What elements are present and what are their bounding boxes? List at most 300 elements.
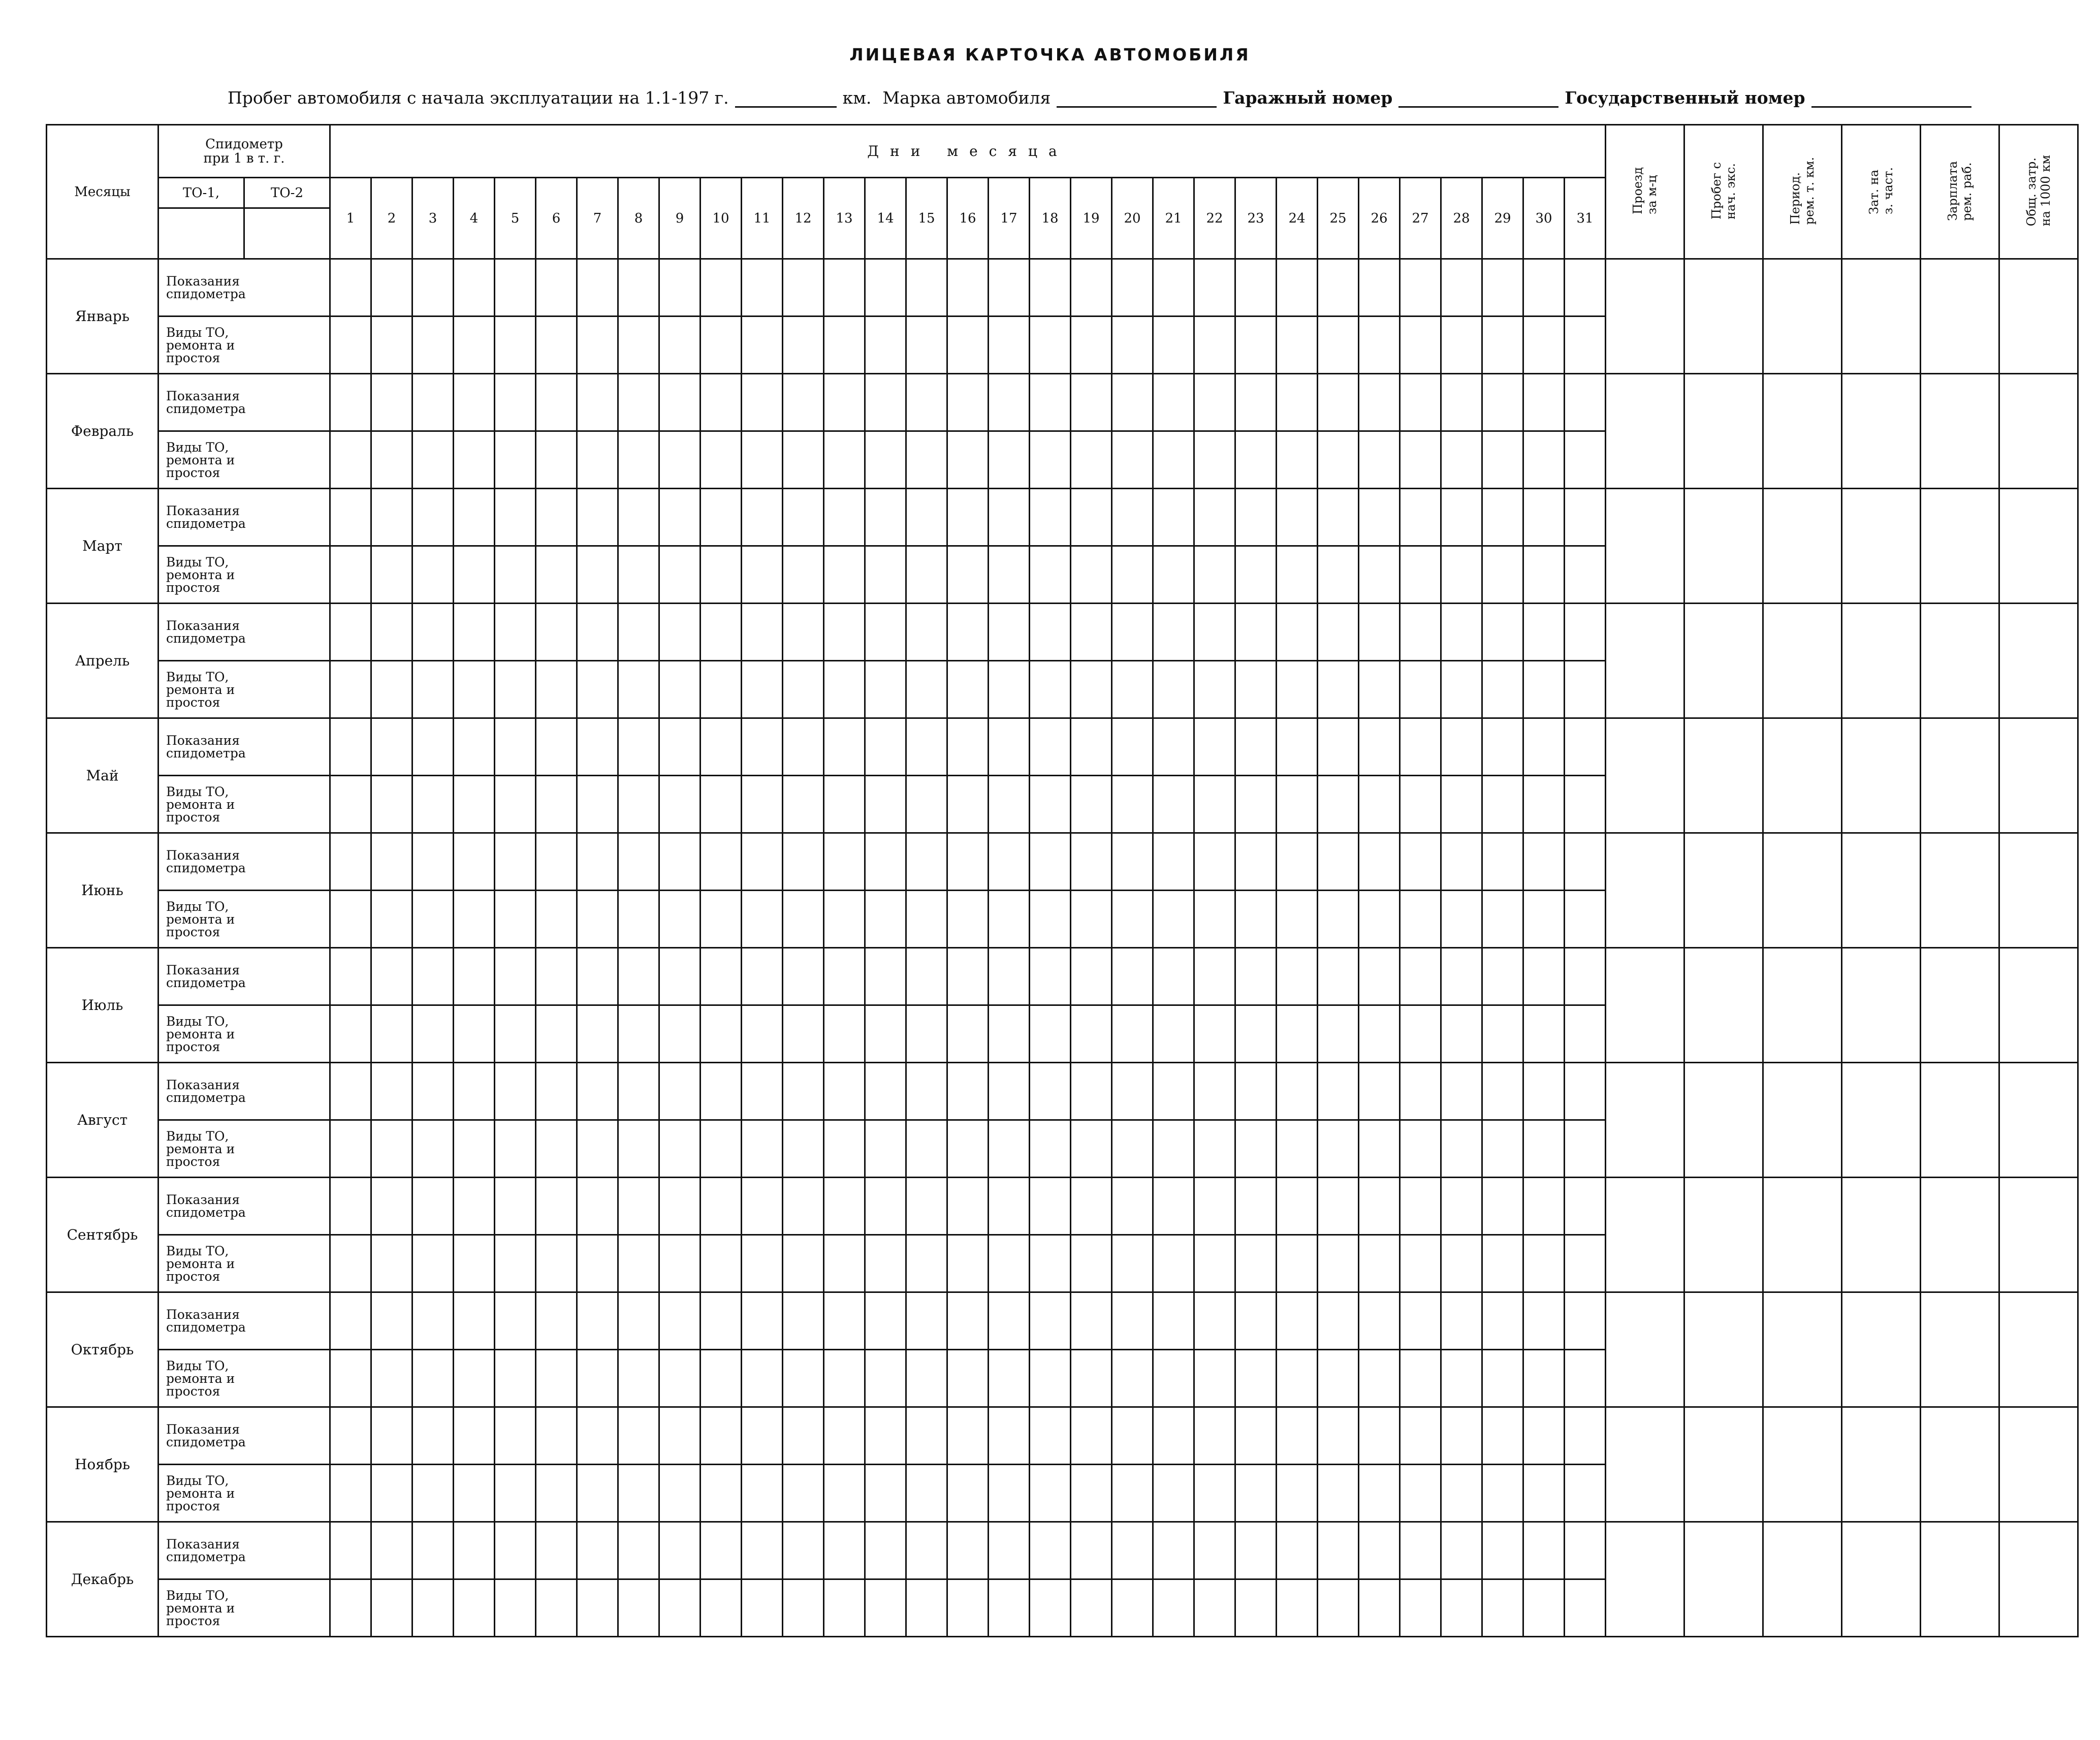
day-cell[interactable] (495, 1407, 536, 1465)
day-cell[interactable] (1318, 1120, 1359, 1178)
day-cell[interactable] (330, 1292, 371, 1350)
summary-cell[interactable] (1921, 1292, 1999, 1407)
day-cell[interactable] (1194, 891, 1235, 948)
mileage-field[interactable] (735, 88, 837, 108)
day-cell[interactable] (495, 489, 536, 546)
day-cell[interactable] (865, 948, 906, 1005)
day-cell[interactable] (330, 431, 371, 489)
day-cell[interactable] (1318, 661, 1359, 718)
day-cell[interactable] (824, 546, 865, 604)
day-cell[interactable] (1153, 1407, 1194, 1465)
day-cell[interactable] (1482, 948, 1523, 1005)
day-cell[interactable] (454, 259, 495, 317)
day-cell[interactable] (989, 1522, 1030, 1579)
summary-cell[interactable] (1999, 718, 2078, 833)
day-cell[interactable] (1318, 317, 1359, 374)
day-cell[interactable] (1318, 546, 1359, 604)
day-cell[interactable] (1235, 431, 1277, 489)
day-cell[interactable] (906, 1178, 947, 1235)
summary-cell[interactable] (1684, 948, 1763, 1063)
summary-cell[interactable] (1684, 1063, 1763, 1178)
day-cell[interactable] (1318, 1005, 1359, 1063)
day-cell[interactable] (495, 1120, 536, 1178)
day-cell[interactable] (1318, 1235, 1359, 1292)
day-cell[interactable] (1194, 1063, 1235, 1120)
summary-cell[interactable] (1684, 259, 1763, 374)
day-cell[interactable] (371, 776, 412, 833)
day-cell[interactable] (865, 546, 906, 604)
day-cell[interactable] (1400, 546, 1441, 604)
summary-cell[interactable] (1999, 604, 2078, 718)
day-cell[interactable] (1030, 604, 1071, 661)
day-cell[interactable] (824, 833, 865, 891)
day-cell[interactable] (454, 1005, 495, 1063)
day-cell[interactable] (577, 1178, 618, 1235)
day-cell[interactable] (495, 431, 536, 489)
summary-cell[interactable] (1842, 1292, 1921, 1407)
day-cell[interactable] (783, 1465, 824, 1522)
day-cell[interactable] (536, 891, 577, 948)
day-cell[interactable] (495, 1063, 536, 1120)
day-cell[interactable] (1359, 374, 1400, 431)
day-cell[interactable] (1482, 718, 1523, 776)
day-cell[interactable] (1030, 1407, 1071, 1465)
day-cell[interactable] (1235, 891, 1277, 948)
day-cell[interactable] (1071, 1350, 1112, 1407)
day-cell[interactable] (1400, 489, 1441, 546)
day-cell[interactable] (1565, 661, 1606, 718)
day-cell[interactable] (1482, 891, 1523, 948)
summary-cell[interactable] (1999, 1292, 2078, 1407)
to1-cell[interactable] (158, 208, 244, 259)
day-cell[interactable] (824, 1579, 865, 1637)
day-cell[interactable] (701, 317, 742, 374)
day-cell[interactable] (1112, 374, 1153, 431)
day-cell[interactable] (1359, 1120, 1400, 1178)
day-cell[interactable] (906, 1350, 947, 1407)
day-cell[interactable] (495, 833, 536, 891)
day-cell[interactable] (1277, 1579, 1318, 1637)
day-cell[interactable] (989, 1120, 1030, 1178)
day-cell[interactable] (371, 661, 412, 718)
day-cell[interactable] (947, 1407, 989, 1465)
day-cell[interactable] (1153, 948, 1194, 1005)
day-cell[interactable] (1153, 431, 1194, 489)
day-cell[interactable] (865, 317, 906, 374)
day-cell[interactable] (701, 489, 742, 546)
day-cell[interactable] (454, 661, 495, 718)
day-cell[interactable] (1565, 1350, 1606, 1407)
day-cell[interactable] (947, 259, 989, 317)
day-cell[interactable] (1194, 833, 1235, 891)
day-cell[interactable] (618, 661, 659, 718)
day-cell[interactable] (701, 546, 742, 604)
day-cell[interactable] (1235, 1063, 1277, 1120)
day-cell[interactable] (577, 1292, 618, 1350)
day-cell[interactable] (1030, 1005, 1071, 1063)
day-cell[interactable] (536, 776, 577, 833)
day-cell[interactable] (618, 1407, 659, 1465)
day-cell[interactable] (1194, 1522, 1235, 1579)
day-cell[interactable] (1235, 1579, 1277, 1637)
day-cell[interactable] (1565, 374, 1606, 431)
day-cell[interactable] (1277, 1005, 1318, 1063)
day-cell[interactable] (947, 1350, 989, 1407)
day-cell[interactable] (701, 1579, 742, 1637)
day-cell[interactable] (1112, 1235, 1153, 1292)
day-cell[interactable] (1565, 431, 1606, 489)
day-cell[interactable] (1071, 948, 1112, 1005)
day-cell[interactable] (618, 718, 659, 776)
day-cell[interactable] (1318, 1522, 1359, 1579)
day-cell[interactable] (1400, 776, 1441, 833)
day-cell[interactable] (824, 776, 865, 833)
day-cell[interactable] (1277, 1465, 1318, 1522)
day-cell[interactable] (412, 1120, 454, 1178)
day-cell[interactable] (989, 604, 1030, 661)
summary-cell[interactable] (1842, 833, 1921, 948)
day-cell[interactable] (1359, 1178, 1400, 1235)
day-cell[interactable] (742, 1120, 783, 1178)
day-cell[interactable] (783, 489, 824, 546)
day-cell[interactable] (1112, 317, 1153, 374)
day-cell[interactable] (1400, 374, 1441, 431)
day-cell[interactable] (865, 1407, 906, 1465)
day-cell[interactable] (1030, 948, 1071, 1005)
day-cell[interactable] (1153, 891, 1194, 948)
day-cell[interactable] (865, 1579, 906, 1637)
day-cell[interactable] (659, 546, 701, 604)
day-cell[interactable] (906, 489, 947, 546)
summary-cell[interactable] (1921, 259, 1999, 374)
day-cell[interactable] (1441, 604, 1482, 661)
day-cell[interactable] (783, 891, 824, 948)
day-cell[interactable] (1400, 1579, 1441, 1637)
day-cell[interactable] (1359, 259, 1400, 317)
day-cell[interactable] (701, 1120, 742, 1178)
day-cell[interactable] (824, 1465, 865, 1522)
day-cell[interactable] (1523, 374, 1565, 431)
day-cell[interactable] (1482, 431, 1523, 489)
day-cell[interactable] (1030, 1292, 1071, 1350)
summary-cell[interactable] (1842, 259, 1921, 374)
summary-cell[interactable] (1763, 1063, 1842, 1178)
day-cell[interactable] (1235, 776, 1277, 833)
day-cell[interactable] (454, 489, 495, 546)
day-cell[interactable] (1071, 489, 1112, 546)
day-cell[interactable] (1400, 718, 1441, 776)
day-cell[interactable] (1194, 1465, 1235, 1522)
day-cell[interactable] (1318, 1465, 1359, 1522)
summary-cell[interactable] (1842, 374, 1921, 489)
day-cell[interactable] (330, 374, 371, 431)
day-cell[interactable] (701, 833, 742, 891)
day-cell[interactable] (454, 833, 495, 891)
day-cell[interactable] (536, 718, 577, 776)
day-cell[interactable] (906, 833, 947, 891)
day-cell[interactable] (742, 431, 783, 489)
day-cell[interactable] (742, 1350, 783, 1407)
day-cell[interactable] (1030, 1579, 1071, 1637)
day-cell[interactable] (783, 1005, 824, 1063)
day-cell[interactable] (1112, 661, 1153, 718)
day-cell[interactable] (1482, 833, 1523, 891)
day-cell[interactable] (618, 1465, 659, 1522)
day-cell[interactable] (1112, 833, 1153, 891)
day-cell[interactable] (577, 1350, 618, 1407)
day-cell[interactable] (330, 948, 371, 1005)
day-cell[interactable] (1565, 948, 1606, 1005)
day-cell[interactable] (1359, 1235, 1400, 1292)
day-cell[interactable] (495, 1235, 536, 1292)
day-cell[interactable] (1153, 718, 1194, 776)
day-cell[interactable] (1277, 1292, 1318, 1350)
day-cell[interactable] (1030, 317, 1071, 374)
summary-cell[interactable] (1921, 1178, 1999, 1292)
day-cell[interactable] (659, 1235, 701, 1292)
day-cell[interactable] (742, 1579, 783, 1637)
day-cell[interactable] (1153, 1522, 1194, 1579)
summary-cell[interactable] (1763, 489, 1842, 604)
day-cell[interactable] (1523, 948, 1565, 1005)
day-cell[interactable] (1235, 1465, 1277, 1522)
day-cell[interactable] (1359, 546, 1400, 604)
day-cell[interactable] (577, 374, 618, 431)
day-cell[interactable] (989, 1292, 1030, 1350)
day-cell[interactable] (495, 1522, 536, 1579)
day-cell[interactable] (577, 661, 618, 718)
day-cell[interactable] (1359, 776, 1400, 833)
day-cell[interactable] (659, 1350, 701, 1407)
day-cell[interactable] (824, 317, 865, 374)
summary-cell[interactable] (1684, 718, 1763, 833)
day-cell[interactable] (1523, 259, 1565, 317)
day-cell[interactable] (330, 776, 371, 833)
day-cell[interactable] (989, 1407, 1030, 1465)
day-cell[interactable] (742, 374, 783, 431)
day-cell[interactable] (1565, 489, 1606, 546)
day-cell[interactable] (906, 317, 947, 374)
day-cell[interactable] (1153, 1120, 1194, 1178)
day-cell[interactable] (454, 1235, 495, 1292)
day-cell[interactable] (371, 1350, 412, 1407)
day-cell[interactable] (412, 1178, 454, 1235)
summary-cell[interactable] (1921, 604, 1999, 718)
day-cell[interactable] (783, 546, 824, 604)
day-cell[interactable] (412, 1005, 454, 1063)
day-cell[interactable] (536, 1178, 577, 1235)
day-cell[interactable] (1565, 604, 1606, 661)
day-cell[interactable] (947, 1465, 989, 1522)
day-cell[interactable] (865, 259, 906, 317)
day-cell[interactable] (577, 259, 618, 317)
day-cell[interactable] (947, 1120, 989, 1178)
day-cell[interactable] (371, 1235, 412, 1292)
day-cell[interactable] (371, 317, 412, 374)
day-cell[interactable] (618, 259, 659, 317)
day-cell[interactable] (783, 259, 824, 317)
day-cell[interactable] (1565, 1235, 1606, 1292)
day-cell[interactable] (989, 1350, 1030, 1407)
day-cell[interactable] (1112, 1292, 1153, 1350)
day-cell[interactable] (454, 604, 495, 661)
day-cell[interactable] (1071, 833, 1112, 891)
day-cell[interactable] (659, 1178, 701, 1235)
day-cell[interactable] (371, 1120, 412, 1178)
day-cell[interactable] (1523, 1522, 1565, 1579)
day-cell[interactable] (495, 661, 536, 718)
day-cell[interactable] (1523, 718, 1565, 776)
day-cell[interactable] (1071, 1579, 1112, 1637)
day-cell[interactable] (783, 1063, 824, 1120)
day-cell[interactable] (783, 1350, 824, 1407)
day-cell[interactable] (701, 718, 742, 776)
day-cell[interactable] (1482, 661, 1523, 718)
day-cell[interactable] (618, 431, 659, 489)
day-cell[interactable] (1153, 317, 1194, 374)
day-cell[interactable] (330, 833, 371, 891)
day-cell[interactable] (536, 546, 577, 604)
day-cell[interactable] (659, 1120, 701, 1178)
day-cell[interactable] (371, 604, 412, 661)
summary-cell[interactable] (1606, 374, 1684, 489)
day-cell[interactable] (1235, 661, 1277, 718)
day-cell[interactable] (906, 948, 947, 1005)
day-cell[interactable] (536, 604, 577, 661)
summary-cell[interactable] (1921, 718, 1999, 833)
day-cell[interactable] (1482, 1120, 1523, 1178)
day-cell[interactable] (577, 1120, 618, 1178)
day-cell[interactable] (1112, 489, 1153, 546)
day-cell[interactable] (1359, 1522, 1400, 1579)
day-cell[interactable] (1071, 317, 1112, 374)
day-cell[interactable] (989, 1465, 1030, 1522)
summary-cell[interactable] (1684, 1522, 1763, 1637)
day-cell[interactable] (1482, 1235, 1523, 1292)
day-cell[interactable] (371, 489, 412, 546)
day-cell[interactable] (536, 431, 577, 489)
day-cell[interactable] (495, 1579, 536, 1637)
day-cell[interactable] (1482, 776, 1523, 833)
day-cell[interactable] (1400, 259, 1441, 317)
day-cell[interactable] (412, 891, 454, 948)
day-cell[interactable] (1277, 1063, 1318, 1120)
day-cell[interactable] (454, 891, 495, 948)
day-cell[interactable] (1235, 1235, 1277, 1292)
day-cell[interactable] (1153, 1178, 1194, 1235)
day-cell[interactable] (1318, 374, 1359, 431)
day-cell[interactable] (1441, 948, 1482, 1005)
day-cell[interactable] (742, 1178, 783, 1235)
day-cell[interactable] (1112, 1350, 1153, 1407)
day-cell[interactable] (1359, 891, 1400, 948)
day-cell[interactable] (1194, 776, 1235, 833)
summary-cell[interactable] (1999, 374, 2078, 489)
day-cell[interactable] (906, 431, 947, 489)
day-cell[interactable] (1441, 1005, 1482, 1063)
day-cell[interactable] (1482, 1005, 1523, 1063)
day-cell[interactable] (1318, 948, 1359, 1005)
day-cell[interactable] (1523, 1465, 1565, 1522)
day-cell[interactable] (454, 1063, 495, 1120)
day-cell[interactable] (824, 1178, 865, 1235)
day-cell[interactable] (1565, 1005, 1606, 1063)
day-cell[interactable] (1565, 1579, 1606, 1637)
day-cell[interactable] (618, 317, 659, 374)
day-cell[interactable] (865, 718, 906, 776)
day-cell[interactable] (495, 891, 536, 948)
day-cell[interactable] (330, 317, 371, 374)
day-cell[interactable] (1400, 1407, 1441, 1465)
day-cell[interactable] (742, 718, 783, 776)
day-cell[interactable] (577, 718, 618, 776)
day-cell[interactable] (1482, 1579, 1523, 1637)
day-cell[interactable] (1030, 833, 1071, 891)
day-cell[interactable] (906, 546, 947, 604)
summary-cell[interactable] (1763, 1292, 1842, 1407)
day-cell[interactable] (577, 1407, 618, 1465)
day-cell[interactable] (1071, 661, 1112, 718)
day-cell[interactable] (495, 776, 536, 833)
day-cell[interactable] (989, 259, 1030, 317)
day-cell[interactable] (947, 833, 989, 891)
day-cell[interactable] (906, 776, 947, 833)
day-cell[interactable] (1565, 1292, 1606, 1350)
summary-cell[interactable] (1763, 833, 1842, 948)
day-cell[interactable] (742, 1005, 783, 1063)
day-cell[interactable] (865, 1292, 906, 1350)
day-cell[interactable] (701, 776, 742, 833)
garage-field[interactable] (1398, 88, 1558, 108)
day-cell[interactable] (1235, 833, 1277, 891)
day-cell[interactable] (1482, 1350, 1523, 1407)
day-cell[interactable] (412, 431, 454, 489)
day-cell[interactable] (1482, 1522, 1523, 1579)
day-cell[interactable] (742, 1465, 783, 1522)
day-cell[interactable] (454, 1579, 495, 1637)
day-cell[interactable] (1400, 1063, 1441, 1120)
day-cell[interactable] (1277, 1235, 1318, 1292)
day-cell[interactable] (454, 317, 495, 374)
day-cell[interactable] (947, 317, 989, 374)
day-cell[interactable] (865, 1178, 906, 1235)
day-cell[interactable] (1441, 1178, 1482, 1235)
day-cell[interactable] (1030, 1522, 1071, 1579)
brand-field[interactable] (1057, 88, 1217, 108)
day-cell[interactable] (618, 1120, 659, 1178)
day-cell[interactable] (454, 1350, 495, 1407)
day-cell[interactable] (1441, 1063, 1482, 1120)
day-cell[interactable] (906, 1465, 947, 1522)
day-cell[interactable] (989, 833, 1030, 891)
day-cell[interactable] (412, 1063, 454, 1120)
day-cell[interactable] (865, 891, 906, 948)
day-cell[interactable] (824, 431, 865, 489)
day-cell[interactable] (330, 718, 371, 776)
day-cell[interactable] (536, 1522, 577, 1579)
day-cell[interactable] (865, 1350, 906, 1407)
day-cell[interactable] (1400, 1120, 1441, 1178)
day-cell[interactable] (1400, 1235, 1441, 1292)
day-cell[interactable] (1194, 1407, 1235, 1465)
day-cell[interactable] (1359, 317, 1400, 374)
day-cell[interactable] (947, 374, 989, 431)
day-cell[interactable] (1441, 374, 1482, 431)
day-cell[interactable] (1112, 1465, 1153, 1522)
day-cell[interactable] (1235, 1178, 1277, 1235)
day-cell[interactable] (742, 833, 783, 891)
day-cell[interactable] (495, 1292, 536, 1350)
